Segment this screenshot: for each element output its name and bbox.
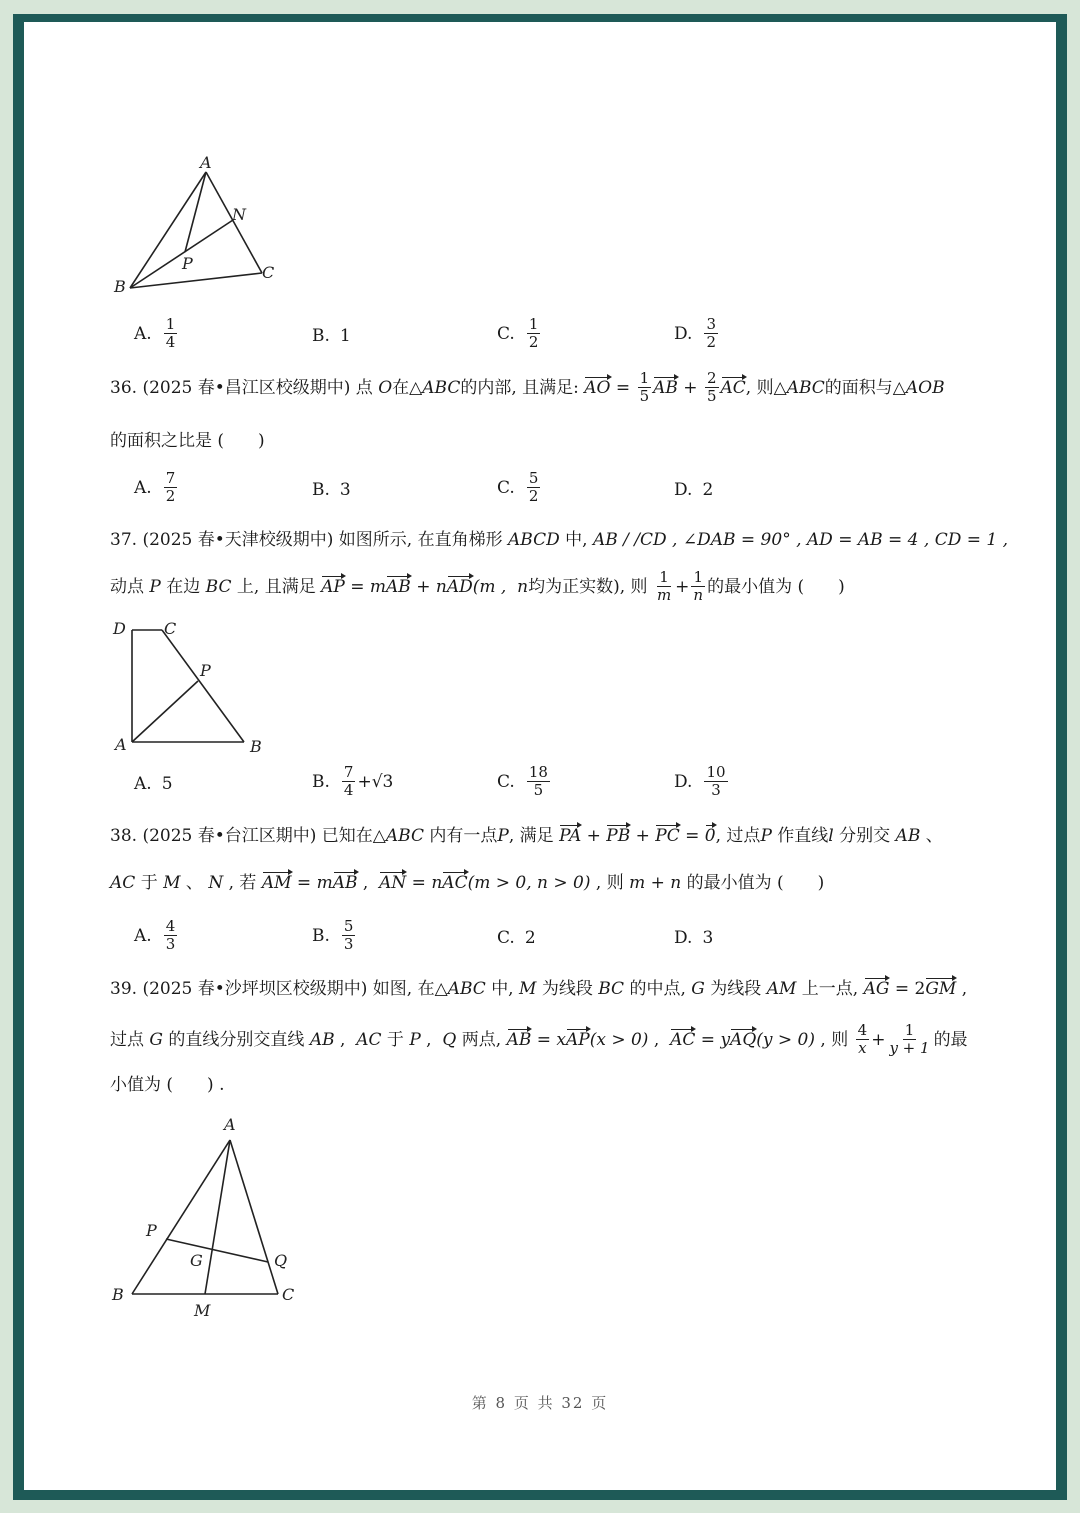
q39-figure — [108, 1112, 308, 1322]
q39-label-q: Q — [274, 1251, 288, 1270]
q36-option-a: A. $\frac{7}{2}$ — [134, 469, 176, 505]
q38-option-b: B. $\frac{5}{3}$ — [312, 917, 354, 953]
q37-label-b: B — [250, 737, 262, 754]
q37-stem-line2: 动点 P 在边 BC 上, 且满足 AP = m AB + n AD (m , n 均为正实数), 则 $\frac{1}{m}$ + $\frac{1}{n}$ 的最小值为 ( ) — [110, 568, 845, 604]
q35-option-b: B. 1 — [312, 326, 351, 346]
q37-label-d: D — [113, 619, 126, 638]
q37-option-b: B. $\frac{7}{4}$ +√3 — [312, 763, 394, 799]
q39-label-a: A — [224, 1115, 236, 1134]
document-page — [24, 22, 1056, 1490]
q37-option-c: C. $\frac{18}{5}$ — [497, 763, 548, 799]
q37-option-d: D. $\frac{10}{3}$ — [674, 763, 726, 799]
q37-option-a: A. 5 — [134, 774, 173, 794]
q39-label-m: M — [194, 1301, 211, 1320]
page-number-footer: 第 8 页 共 32 页 — [471, 1394, 609, 1412]
q38-stem-line2: AC 于 M 、 N , 若 AM = mAB , AN = nAC(m > 0, n > 0) , 则 m + n 的最小值为 ( ) — [110, 873, 825, 893]
q36-stem-line2: 的面积之比是 ( ) — [110, 431, 265, 451]
q35-option-c: C. $\frac{1}{2}$ — [497, 315, 539, 351]
q39-stem-line1: 39. (2025 春•沙坪坝区校级期中) 如图, 在△ABC 中, M 为线段 BC 的中点, G 为线段 AM 上一点, AG = 2GM , — [110, 979, 968, 999]
q35-option-d: D. $\frac{3}{2}$ — [674, 315, 716, 351]
q35-label-c: C — [262, 263, 275, 282]
q35-label-b: B — [114, 277, 126, 296]
q35-label-n: N — [232, 205, 246, 224]
q35-option-a: A. $\frac{1}{4}$ — [134, 315, 176, 351]
q35-figure — [108, 150, 288, 300]
q37-figure — [110, 614, 270, 754]
q36-stem-line1: 36. (2025 春•昌江区校级期中) 点 O 在△ ABC 的内部, 且满足: AO = $\frac{1}{5}$ AB + $\frac{2}{5}$ AC , 则△ ABC 的面积与△ AOB — [110, 369, 945, 405]
q39-stem-line2: 过点 G 的直线分别交直线 AB , AC 于 P , Q 两点, AB = x AP (x > 0) , AC = y AQ (y > 0) , 则 $\frac{4}{x}$ + $\frac{1}{y + 1}$ 的最 — [110, 1021, 968, 1057]
q35-label-p: P — [182, 254, 193, 273]
q37-label-p: P — [200, 661, 211, 680]
q37-stem-line1: 37. (2025 春•天津校级期中) 如图所示, 在直角梯形 ABCD 中, AB / /CD , ∠DAB = 90° , AD = AB = 4 , CD = 1 , — [110, 530, 1009, 550]
q36-option-b: B. 3 — [312, 480, 351, 500]
q38-stem-line1: 38. (2025 春•台江区期中) 已知在△ABC 内有一点P, 满足 PA + PB + PC = 0, 过点P 作直线l 分别交 AB 、 — [110, 826, 943, 846]
q39-label-c: C — [282, 1285, 295, 1304]
q36-option-d: D. 2 — [674, 480, 714, 500]
q38-option-a: A. $\frac{4}{3}$ — [134, 917, 176, 953]
q35-label-a: A — [200, 153, 212, 172]
q36-option-c: C. $\frac{5}{2}$ — [497, 469, 539, 505]
q39-label-g: G — [190, 1251, 203, 1270]
q39-label-b: B — [112, 1285, 124, 1304]
q37-label-a: A — [115, 735, 127, 754]
q37-label-c: C — [164, 619, 177, 638]
q39-stem-line3: 小值为 ( ) . — [110, 1075, 225, 1095]
q38-option-d: D. 3 — [674, 928, 714, 948]
q38-option-c: C. 2 — [497, 928, 536, 948]
q39-label-p: P — [146, 1221, 157, 1240]
